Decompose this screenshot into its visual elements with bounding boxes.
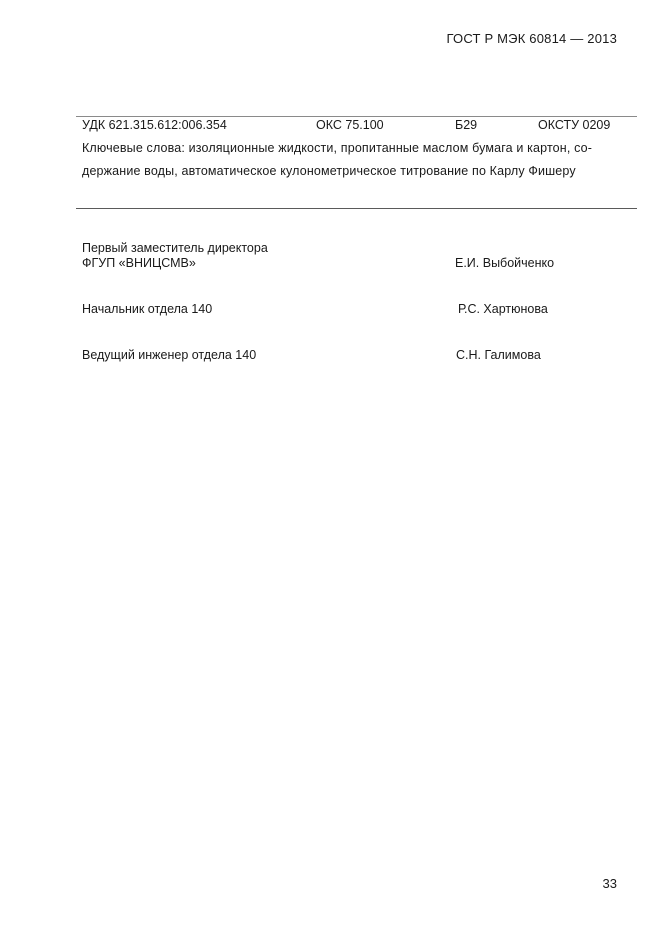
signatory-3-position: Ведущий инженер отдела 140 [82,348,257,362]
top-divider [76,116,637,117]
oks-code: ОКС 75.100 [316,118,384,132]
standard-code: ГОСТ Р МЭК 60814 — 2013 [446,31,617,46]
bottom-divider [76,208,637,209]
keywords-line-2: держание воды, автоматическое кулонометрическое титрование по Карлу Фишеру [82,164,576,178]
okstu-code: ОКСТУ 0209 [538,118,611,132]
signatory-1-name: Е.И. Выбойченко [455,256,555,270]
signatory-1-organization: ФГУП «ВНИЦСМВ» [82,256,196,270]
group-code: Б29 [455,118,478,132]
signatory-1-position: Первый заместитель директора [82,241,268,255]
signatory-2-position: Начальник отдела 140 [82,302,213,316]
udk-code: УДК 621.315.612:006.354 [82,118,227,132]
keywords-line-1: Ключевые слова: изоляционные жидкости, пропитанные маслом бумага и картон, со- [82,141,593,155]
signatory-3-name: С.Н. Галимова [456,348,541,362]
page-number: 33 [602,876,617,891]
signatory-2-name: Р.С. Хартюнова [458,302,548,316]
